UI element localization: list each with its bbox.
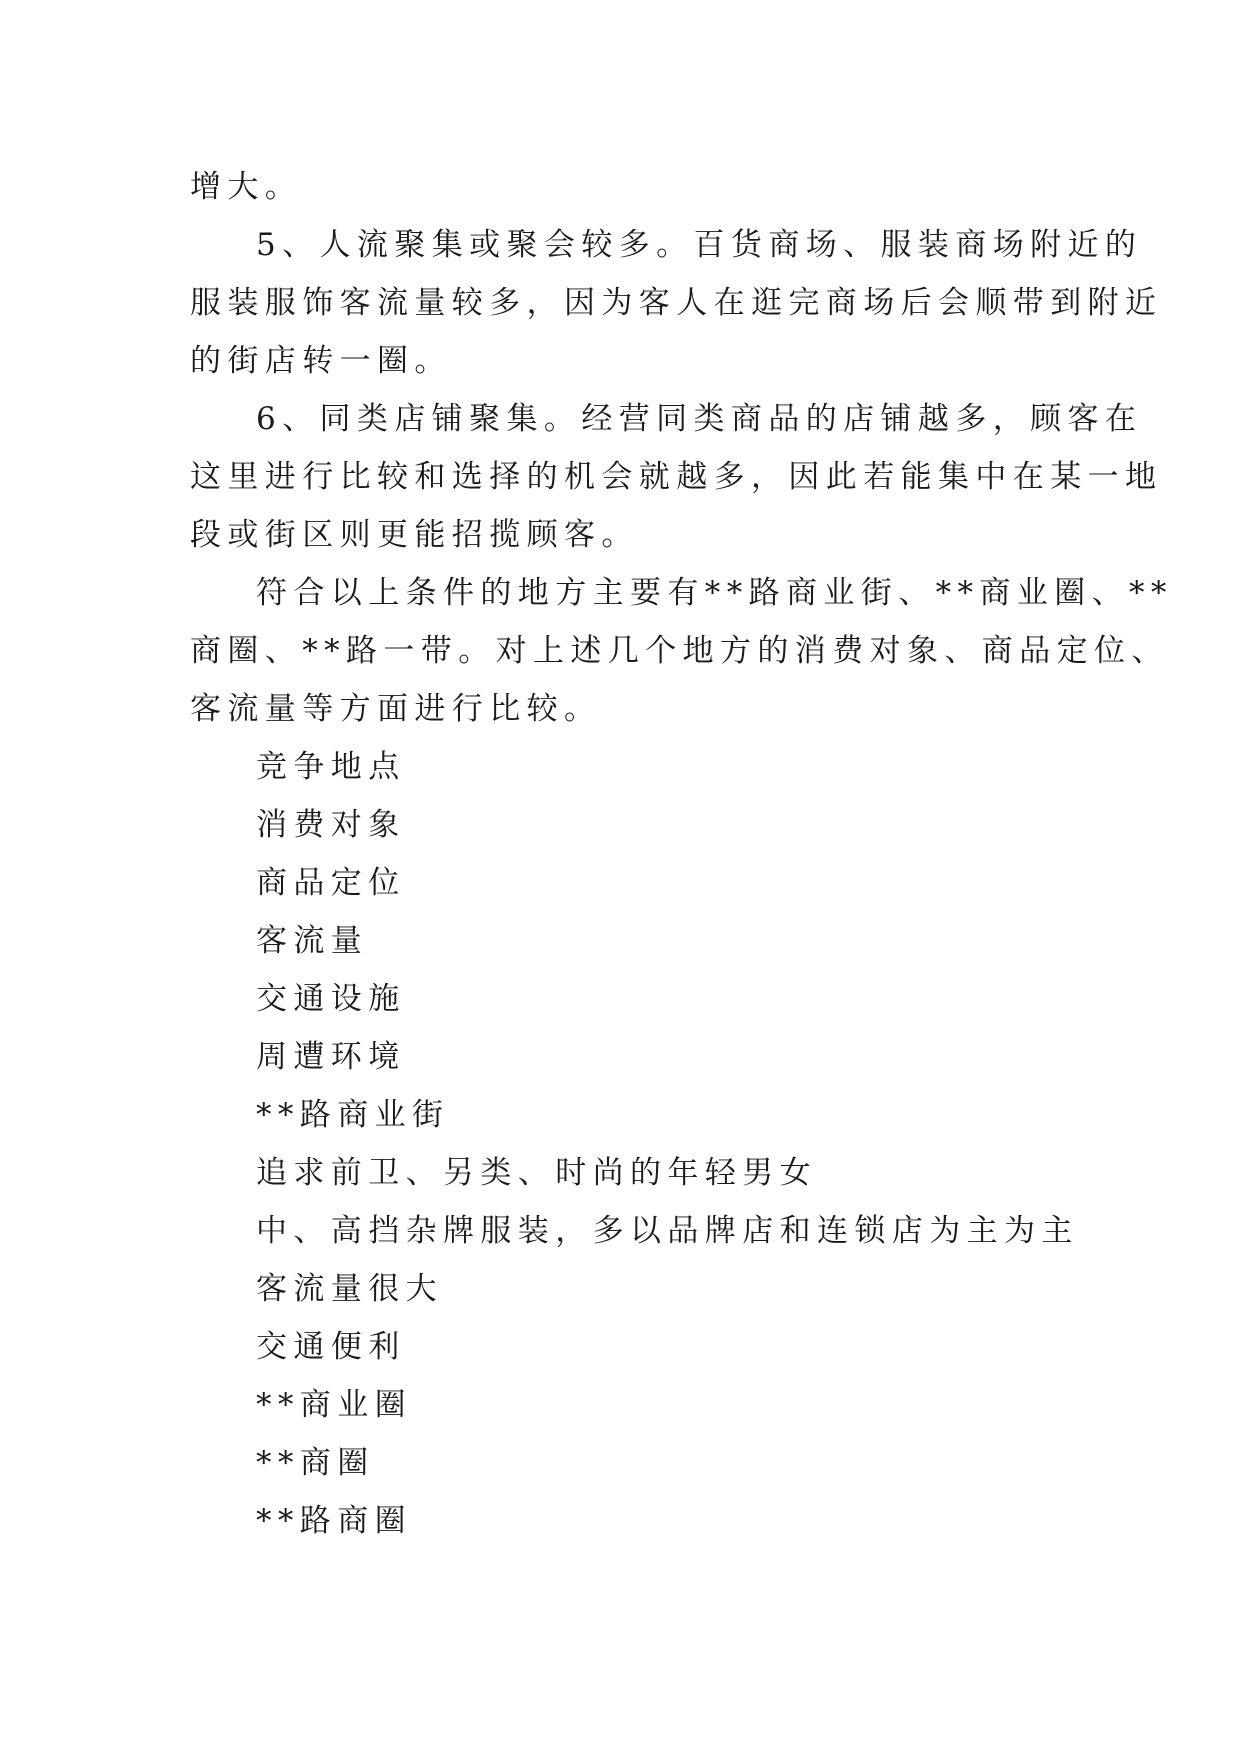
table-cell-text: **路商圈 [256,1503,412,1539]
paragraph-line: 5、人流聚集或聚会较多。百货商场、服装商场附近的 [256,227,1143,263]
table-cell-text: 交通便利 [256,1329,406,1365]
table-cell-text: **商业圈 [256,1387,412,1423]
paragraph-line: 6、同类店铺聚集。经营同类商品的店铺越多，顾客在 [256,401,1143,437]
paragraph-line: 的街店转一圈。 [190,343,452,379]
table-cell-text: **路商业街 [256,1097,450,1133]
table-cell-text: 追求前卫、另类、时尚的年轻男女 [256,1155,817,1191]
paragraph-line: 段或街区则更能招揽顾客。 [190,517,639,553]
table-cell-text: 商品定位 [256,865,406,901]
table-cell-text: 竞争地点 [256,749,406,785]
table-cell-text: 周遭环境 [256,1039,406,1075]
table-cell-text: 消费对象 [256,807,406,843]
table-cell-text: 中、高挡杂牌服装，多以品牌店和连锁店为主为主 [256,1213,1079,1249]
paragraph-line: 服装服饰客流量较多，因为客人在逛完商场后会顺带到附近 [190,285,1163,321]
table-cell-text: 客流量 [256,923,369,959]
paragraph-line: 增大。 [190,169,303,205]
table-cell-text: **商圈 [256,1445,375,1481]
document-body [190,158,1173,1550]
table-cell-text: 客流量很大 [256,1271,443,1307]
paragraph-line: 商圈、**路一带。对上述几个地方的消费对象、商品定位、 [190,633,1169,669]
paragraph-line: 符合以上条件的地方主要有**路商业街、**商业圈、** [256,575,1173,611]
paragraph-line: 这里进行比较和选择的机会就越多，因此若能集中在某一地 [190,459,1163,495]
table-cell-text: 交通设施 [256,981,406,1017]
paragraph-line: 客流量等方面进行比较。 [190,691,602,727]
